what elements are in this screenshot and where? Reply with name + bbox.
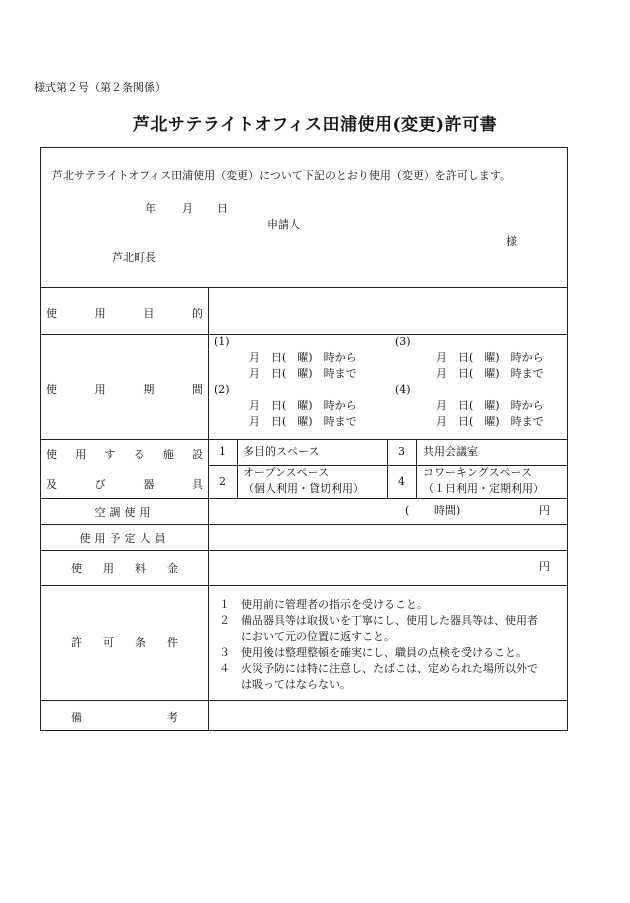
period-1-from: 月 日( 曜) 時から bbox=[249, 351, 357, 364]
facility-1-number: 1 bbox=[219, 445, 226, 458]
date-day: 日 bbox=[217, 202, 228, 215]
date-month: 月 bbox=[182, 202, 193, 215]
aircon-label: 空調使用 bbox=[94, 506, 155, 519]
condition-line-6: は吸ってはならない。 bbox=[219, 678, 351, 691]
facility-label-line2: 及 び 器 具 bbox=[46, 478, 203, 491]
facility-4-number: 4 bbox=[398, 475, 405, 488]
condition-line-5: ４ 火災予防には特に注意し、たばこは、定められた場所以外で bbox=[219, 662, 538, 675]
period-2-marker: (2) bbox=[214, 383, 230, 396]
aircon-yen: 円 bbox=[539, 504, 550, 517]
period-1-to: 月 日( 曜) 時まで bbox=[249, 367, 357, 380]
aircon-open-paren: ( bbox=[405, 504, 410, 517]
document-title: 芦北サテライトオフィス田浦使用(変更)許可書 bbox=[132, 115, 498, 135]
period-3-marker: (3) bbox=[395, 335, 411, 348]
fee-label: 使 用 料 金 bbox=[71, 562, 178, 575]
form-number: 様式第２号（第２条関係） bbox=[34, 81, 166, 94]
issuer-label: 芦北町長 bbox=[112, 251, 156, 264]
facility-2-name: オープンスペース bbox=[243, 466, 330, 479]
applicant-label: 申請人 bbox=[267, 218, 300, 231]
facility-4-sub: （１日利用・定期利用） bbox=[423, 482, 544, 495]
period-label: 使 用 期 間 bbox=[46, 383, 203, 396]
period-4-marker: (4) bbox=[395, 383, 411, 396]
facility-3-number: 3 bbox=[398, 445, 405, 458]
attendees-label: 使用予定人員 bbox=[79, 532, 170, 545]
condition-line-4: ３ 使用後は整理整頓を確実にし、職員の点検を受けること。 bbox=[219, 646, 527, 659]
period-1-marker: (1) bbox=[214, 335, 230, 348]
facility-2-number: 2 bbox=[219, 475, 226, 488]
purpose-label: 使 用 目 的 bbox=[46, 307, 203, 320]
facility-label-line1: 使 用 す る 施 設 bbox=[46, 448, 203, 461]
facility-4-name: コワーキングスペース bbox=[423, 466, 533, 479]
permit-form-table bbox=[40, 147, 568, 731]
facility-1-name: 多目的スペース bbox=[243, 445, 320, 458]
period-4-to: 月 日( 曜) 時まで bbox=[436, 415, 544, 428]
condition-line-1: １ 使用前に管理者の指示を受けること。 bbox=[219, 598, 428, 611]
condition-line-3: において元の位置に返すこと。 bbox=[219, 630, 395, 643]
remarks-label: 備 考 bbox=[71, 711, 178, 724]
fee-yen: 円 bbox=[539, 560, 550, 573]
honorific-label: 様 bbox=[506, 235, 517, 248]
facility-3-name: 共用会議室 bbox=[423, 445, 478, 458]
facility-2-sub: （個人利用・貸切利用） bbox=[243, 482, 364, 495]
period-4-from: 月 日( 曜) 時から bbox=[436, 399, 544, 412]
period-3-to: 月 日( 曜) 時まで bbox=[436, 367, 544, 380]
date-year: 年 bbox=[145, 202, 156, 215]
permit-statement: 芦北サテライトオフィス田浦使用（変更）について下記のとおり使用（変更）を許可します。 bbox=[52, 169, 512, 182]
aircon-hours: 時間) bbox=[434, 504, 461, 517]
condition-line-2: ２ 備品器具等は取扱いを丁寧にし、使用した器具等は、使用者 bbox=[219, 614, 538, 627]
period-3-from: 月 日( 曜) 時から bbox=[436, 351, 544, 364]
period-2-from: 月 日( 曜) 時から bbox=[249, 399, 357, 412]
period-2-to: 月 日( 曜) 時まで bbox=[249, 415, 357, 428]
conditions-label: 許 可 条 件 bbox=[71, 636, 178, 649]
